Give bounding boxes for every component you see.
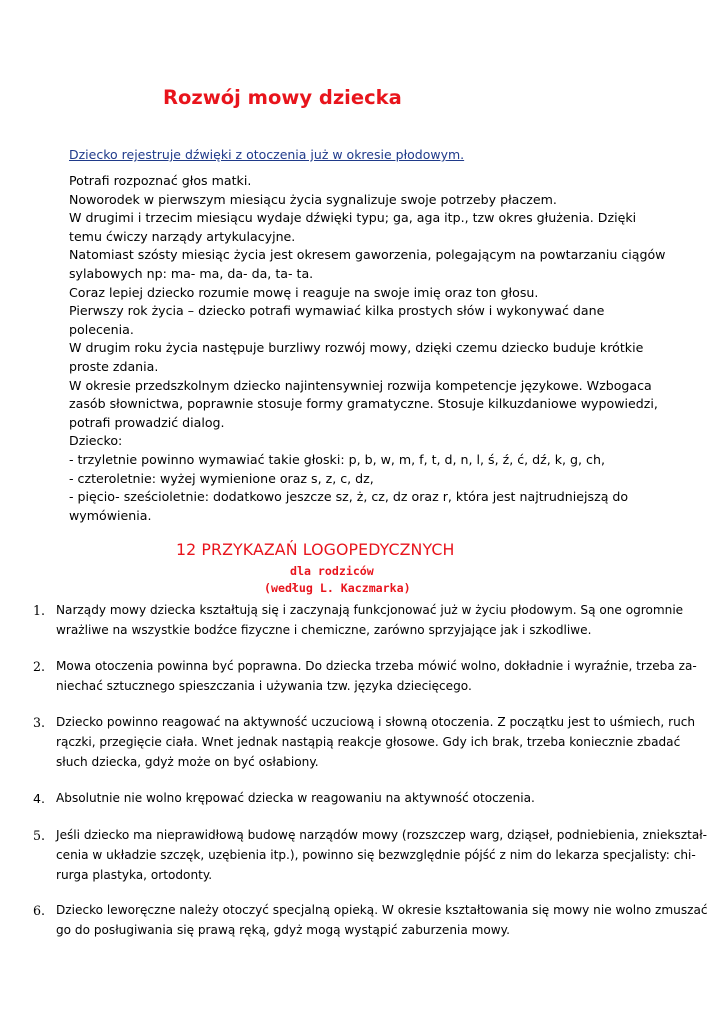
list-item-text xyxy=(56,789,714,809)
intro-line: W drugimi i trzecim miesiącu wydaje dźwięki typu; ga, aga itp., tzw okres głużenia. Dzięki xyxy=(69,210,637,226)
intro-line: - pięcio- sześcioletnie: dodatkowo jeszcze sz, ż, cz, dz oraz r, która jest najtrudniejszą do xyxy=(69,489,629,505)
list-item-text xyxy=(56,713,714,772)
intro-line: temu ćwiczy narządy artykulacyjne. xyxy=(69,228,296,244)
list-item-number: 2. xyxy=(33,659,46,674)
list-item-line: Mowa otoczenia powinna być poprawna. Do dziecka trzeba mówić wolno, dokładnie i wyraźnie, trzeba za- xyxy=(56,659,697,673)
list-item-line: Dziecko powinno reagować na aktywność uczuciową i słowną otoczenia. Z początku jest to uśmiech, ruch xyxy=(56,715,696,729)
list-item-line: niechać sztucznego spieszczania i używania tzw. języka dziecięcego. xyxy=(56,678,472,693)
intro-line: Pierwszy rok życia – dziecko potrafi wymawiać kilka prostych słów i wykonywać dane polecenia. xyxy=(69,303,605,337)
intro-line: wymówienia. xyxy=(69,507,152,523)
list-item-number: 1. xyxy=(33,603,46,618)
intro-link[interactable]: Dziecko rejestruje dźwięki z otoczenia już w okresie płodowym. xyxy=(69,147,465,162)
intro-line: W okresie przedszkolnym dziecko najintensywniej rozwija kompetencje językowe. Wzbogaca xyxy=(69,377,652,393)
list-item-number: 3. xyxy=(33,715,46,730)
list-item-line: Absolutnie nie wolno krępować dziecka w reagowaniu na aktywność otoczenia. xyxy=(56,791,535,805)
list-item-line: słuch dziecka, gdyż może on być osłabiony. xyxy=(56,754,319,769)
list-item-number: 4. xyxy=(33,791,46,806)
intro-line: proste zdania. xyxy=(69,358,159,374)
list-item-line: Narządy mowy dziecka kształtują się i zaczynają funkcjonować już w życiu płodowym. Są one ogromnie xyxy=(56,603,684,617)
commandments-author: (według L. Kaczmarka) xyxy=(264,581,411,595)
intro-line: sylabowych np: ma- ma, da- da, ta- ta. xyxy=(69,265,314,281)
commandments-subtitle: dla rodziców xyxy=(290,564,374,578)
list-item-line: rurga plastyka, ortodonty. xyxy=(56,867,213,882)
list-item-text xyxy=(56,601,714,641)
list-item-text xyxy=(56,826,714,885)
list-item-line: Dziecko leworęczne należy otoczyć specjalną opieką. W okresie kształtowania się mowy nie wolno zmuszać xyxy=(56,903,708,917)
page-title: Rozwój mowy dziecka xyxy=(163,86,402,109)
list-item-number: 6. xyxy=(33,903,46,918)
list-item-number: 5. xyxy=(33,828,46,843)
intro-line: potrafi prowadzić dialog. xyxy=(69,414,225,430)
intro-paragraph xyxy=(69,172,669,525)
list-item-text xyxy=(56,901,714,941)
intro-line: zasób słownictwa, poprawnie stosuje formy gramatyczne. Stosuje kilkuzdaniowe wypowiedzi, xyxy=(69,396,658,412)
intro-line: Dziecko: xyxy=(69,433,123,449)
intro-line: Noworodek w pierwszym miesiącu życia sygnalizuje swoje potrzeby płaczem. xyxy=(69,191,557,207)
list-item-line: go do posługiwania się prawą ręką, gdyż mogą wystąpić zaburzenia mowy. xyxy=(56,922,510,937)
list-item-line: Jeśli dziecko ma nieprawidłową budowę narządów mowy (rozszczep warg, dziąseł, podniebienia, zniekształ- xyxy=(56,828,708,842)
intro-line: Coraz lepiej dziecko rozumie mowę i reaguje na swoje imię oraz ton głosu. xyxy=(69,284,539,300)
list-item-line: cenia w układzie szczęk, uzębienia itp.), powinno się bezwzględnie pójść z nim do lekarza specjalisty: chi- xyxy=(56,847,696,862)
commandments-heading: 12 PRZYKAZAŃ LOGOPEDYCZNYCH xyxy=(176,540,455,559)
intro-line: - trzyletnie powinno wymawiać takie głoski: p, b, w, m, f, t, d, n, l, ś, ź, ć, dź, k, g, ch, xyxy=(69,451,605,467)
intro-line: Potrafi rozpoznać głos matki. xyxy=(69,173,252,188)
list-item-text xyxy=(56,657,714,697)
list-item-line: rączki, przegięcie ciała. Wnet jednak nastąpią reakcje głosowe. Gdy ich brak, trzeba koniecznie zbadać xyxy=(56,734,681,749)
intro-line: Natomiast szósty miesiąc życia jest okresem gaworzenia, polegającym na powtarzaniu ciągów xyxy=(69,247,666,263)
list-item-line: wrażliwe na wszystkie bodźce fizyczne i chemiczne, zarówno sprzyjające jak i szkodliwe. xyxy=(56,622,592,637)
intro-line: W drugim roku życia następuje burzliwy rozwój mowy, dzięki czemu dziecko buduje krótkie xyxy=(69,340,644,356)
intro-line: - czteroletnie: wyżej wymienione oraz s, z, c, dz, xyxy=(69,470,374,486)
